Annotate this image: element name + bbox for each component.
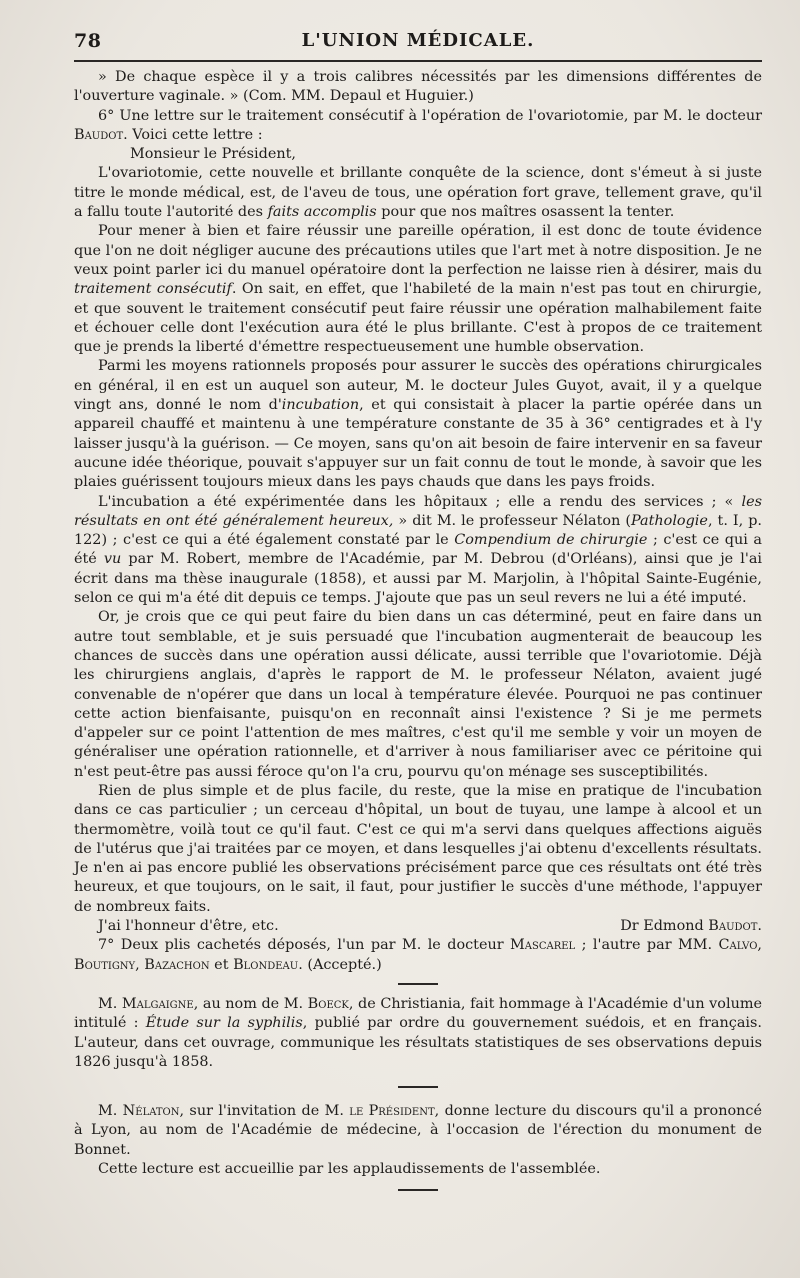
text: ; l'autre par MM. xyxy=(575,937,719,954)
text: 6° Une lettre sur le traitement consécutif à l'opération de l'ovariotomie, par M. le docteur xyxy=(98,107,762,124)
paragraph-pessary-sizes xyxy=(74,68,762,107)
text: , donne lecture du discours qu'il a prononcé à Lyon, au nom de l'Académie de médecine, à l'occasion de l'érection du monument de Bonnet. xyxy=(74,1103,762,1158)
italic-text: Étude sur la syphilis xyxy=(145,1015,303,1032)
italic-text: Pathologie xyxy=(631,512,708,529)
paragraph-nelaton xyxy=(74,1102,762,1160)
paragraph-ovariotomy xyxy=(74,164,762,222)
person-name: Boeck xyxy=(307,995,349,1012)
paragraph-sealed-envelopes xyxy=(74,936,762,975)
journal-title: L'UNION MÉDICALE. xyxy=(301,30,535,51)
italic-text: vu xyxy=(103,551,122,568)
text: M. xyxy=(98,1103,123,1120)
person-name: Nélaton xyxy=(122,1103,180,1120)
person-name: Mascarel xyxy=(510,937,576,954)
text: . On sait, en effet, que l'habileté de la main n'est pas tout en chirurgie, et que souvent le traitement consécutif peut faire réussir une opération malhabilement faite et échouer celle dont l'exécution aura été le plus brillante. C'est à propos de ce traitement que je prends la liberté d'émettre respectueusement une humble observation. xyxy=(74,281,762,356)
paragraph-applause xyxy=(74,1160,762,1179)
italic-text: Compendium de chirurgie xyxy=(454,532,648,549)
text: , de Christiania, fait hommage à l'Académie d'un volume intitulé : xyxy=(74,995,762,1032)
text: » dit M. le professeur Nélaton ( xyxy=(393,512,631,529)
text: Dr Edmond xyxy=(620,918,709,935)
text: Monsieur le Président, xyxy=(130,146,297,163)
person-name: Blondeau xyxy=(233,956,299,973)
text: Cette lecture est accueillie par les applaudissements de l'assemblée. xyxy=(98,1161,601,1178)
person-name: le Président xyxy=(349,1103,435,1120)
paragraph-precautions xyxy=(74,222,762,357)
text: Or, je crois que ce qui peut faire du bien dans un cas déterminé, peut en faire dans un autre tout semblable, et je suis persuadé que l'incubation augmenterait de beaucoup les chances de succès dans une opération aussi délicate, aussi terrible que l'ovariotomie. Déjà les chirurgiens anglais, d'après le rapport de M. le professeur Nélaton, avaient jugé convenable de n'opérer que dans un local à température élevée. Pourquoi ne pas continuer cette action bienfaisante, puisqu'on en reconnaît ainsi l'existence ? Si je me permets d'appeler sur ce point l'attention de mes maîtres, c'est qu'il me semble y voir un moyen de généraliser une opération rationnelle, et d'arriver à nous familiariser avec ce péritoine qui n'est peut-être pas aussi féroce qu'on l'a cru, pourvu qu'on ménage ses susceptibilités. xyxy=(74,609,762,780)
italic-text: incubation xyxy=(281,397,360,414)
text: L'ovariotomie, cette nouvelle et brillante conquête de la science, dont s'émeut à si juste titre le monde médical, est, de l'aveu de tous, une opération fort grave, tellement grave, qu'il a fallu toute l'autorité des xyxy=(74,165,762,221)
person-name: Malgaigne xyxy=(121,995,194,1012)
text: ; c'est ce qui a été xyxy=(74,532,762,568)
text: Pour mener à bien et faire réussir une pareille opération, il est donc de toute évidence que l'on ne doit négliger aucune des précautions utiles que l'art met à notre disposition. Je ne veux point parler ici du manuel opératoire dont la perfection ne laisse rien à désirer, mais du xyxy=(74,223,762,278)
paragraph-letter-intro xyxy=(74,107,762,146)
running-head xyxy=(74,26,762,60)
text: pour que nos maîtres osassent la tenter. xyxy=(376,204,675,221)
section-rule xyxy=(398,983,438,985)
author-name: Baudot xyxy=(708,918,758,935)
article-body xyxy=(74,68,762,1191)
text: . Voici cette lettre : xyxy=(123,126,263,143)
letter-signoff xyxy=(74,917,762,936)
section-rule xyxy=(398,1086,438,1088)
text: , et qui consistait à placer la partie opérée dans un appareil chauffé et maintenu à une température constante de 35 à 36° centigrades et à l'y laisser jusqu'à la guérison. — Ce moyen, sans qu'on ait besoin de faire intervenir en sa faveur aucune idée théorique, pouvait s'appuyer sur un fait connu de tout le monde, à savoir que les plaies guérissent toujours mieux dans les pays chauds que dans les pays froids. xyxy=(74,397,762,491)
paragraph-incubation-origin xyxy=(74,357,762,492)
italic-text: faits accomplis xyxy=(267,204,377,221)
section-rule xyxy=(398,1189,438,1191)
text: , publié par ordre du gouvernement suédois, et en français. L'auteur, dans cet ouvrage, communique les résultats statistiques de ses observations depuis 1826 jusqu'à 1858. xyxy=(74,1015,762,1070)
page-number: 78 xyxy=(74,30,102,52)
paragraph-malgaigne xyxy=(74,995,762,1072)
closing-line: J'ai l'honneur d'être, etc. xyxy=(98,918,279,935)
text: et xyxy=(209,956,234,973)
paragraph-practice xyxy=(74,782,762,917)
text: par M. Robert, membre de l'Académie, par M. Debrou (d'Orléans), ainsi que je l'ai écrit dans ma thèse inaugurale (1858), et aussi par M. Marjolin, à l'hôpital Sainte-Eugénie, selon ce qui m'a été dit depuis ce temps. J'ajoute que pas un seul revers ne lui a été imputé. xyxy=(74,551,762,607)
text: M. xyxy=(98,995,122,1012)
paragraph-incubation-hospitals xyxy=(74,493,762,609)
text: , sur l'invitation de M. xyxy=(179,1103,350,1120)
text: 7° Deux plis cachetés déposés, l'un par M. le docteur xyxy=(98,937,511,954)
text: . xyxy=(757,918,762,935)
letter-salutation xyxy=(74,145,762,164)
text: , t. I, p. 122) ; c'est ce qui a été également constaté par le xyxy=(74,512,762,549)
paragraph-generalisation xyxy=(74,608,762,782)
author-name: Baudot xyxy=(74,126,124,143)
text: Parmi les moyens rationnels proposés pour assurer le succès des opérations chirurgicales en général, il en est un auquel son auteur, M. le docteur Jules Guyot, avait, il y a quelque vingt ans, donné le nom d' xyxy=(74,358,762,414)
header-rule xyxy=(74,60,762,62)
person-name: Calvo, Boutigny, Bazachon xyxy=(74,937,762,973)
italic-text: les résultats en ont été généralement heureux, xyxy=(74,493,762,529)
text: , au nom de M. xyxy=(193,995,308,1012)
signature xyxy=(596,917,762,936)
italic-text: traitement consécutif xyxy=(74,281,232,298)
text: » De chaque espèce il y a trois calibres nécessités par les dimensions différentes de l'ouverture vaginale. » (Com. MM. Depaul et Huguier.) xyxy=(74,69,762,105)
text: . (Accepté.) xyxy=(298,956,382,973)
text: Rien de plus simple et de plus facile, du reste, que la mise en pratique de l'incubation dans ce cas particulier ; un cerceau d'hôpital, un bout de tuyau, une lampe à alcool et un thermomètre, voilà tout ce qu'il faut. C'est ce qui m'a servi dans quelques affections aiguës de l'utérus que j'ai traitées par ce moyen, et dans lesquelles j'ai obtenu d'excellents résultats. Je n'en ai pas encore publié les observations précisément parce que ces résultats ont été très heureux, et que toujours, on le sait, il faut, pour justifier le succès d'une méthode, l'appuyer de nombreux faits. xyxy=(74,782,762,915)
text: L'incubation a été expérimentée dans les hôpitaux ; elle a rendu des services ; « xyxy=(98,493,742,510)
